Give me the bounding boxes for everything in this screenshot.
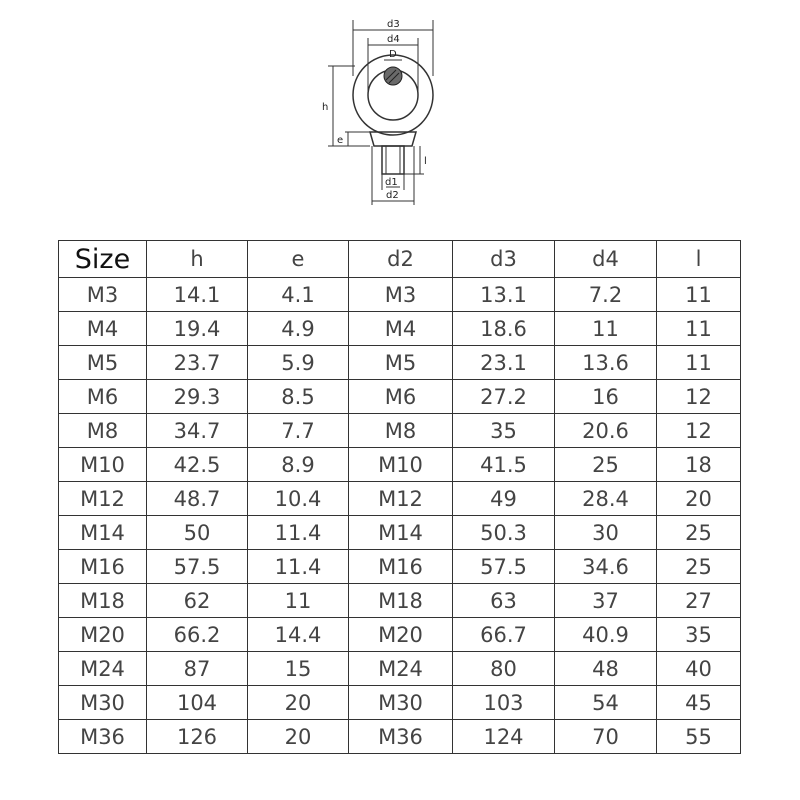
cell-d2: M16 bbox=[349, 550, 453, 584]
cell-h: 57.5 bbox=[147, 550, 248, 584]
cell-l: 20 bbox=[657, 482, 741, 516]
cell-e: 14.4 bbox=[248, 618, 349, 652]
cell-h: 19.4 bbox=[147, 312, 248, 346]
cell-size: M18 bbox=[59, 584, 147, 618]
cell-d3: 103 bbox=[453, 686, 555, 720]
label-l: l bbox=[424, 156, 427, 167]
table-row bbox=[59, 312, 741, 346]
cell-size: M14 bbox=[59, 516, 147, 550]
cell-d4: 40.9 bbox=[555, 618, 657, 652]
header-l: l bbox=[657, 241, 741, 278]
cell-d4: 7.2 bbox=[555, 278, 657, 312]
cell-e: 20 bbox=[248, 720, 349, 754]
header-size: Size bbox=[59, 241, 147, 278]
header-d2: d2 bbox=[349, 241, 453, 278]
cell-size: M20 bbox=[59, 618, 147, 652]
cell-e: 11.4 bbox=[248, 550, 349, 584]
cell-h: 48.7 bbox=[147, 482, 248, 516]
header-d4: d4 bbox=[555, 241, 657, 278]
table-header bbox=[59, 241, 741, 278]
table-row bbox=[59, 448, 741, 482]
cell-size: M36 bbox=[59, 720, 147, 754]
cell-d4: 30 bbox=[555, 516, 657, 550]
cell-d4: 20.6 bbox=[555, 414, 657, 448]
cell-l: 11 bbox=[657, 346, 741, 380]
cell-d4: 13.6 bbox=[555, 346, 657, 380]
cell-e: 10.4 bbox=[248, 482, 349, 516]
cell-d4: 28.4 bbox=[555, 482, 657, 516]
cell-d3: 41.5 bbox=[453, 448, 555, 482]
header-e: e bbox=[248, 241, 349, 278]
cell-d4: 34.6 bbox=[555, 550, 657, 584]
cell-d2: M3 bbox=[349, 278, 453, 312]
cell-d2: M24 bbox=[349, 652, 453, 686]
header-h: h bbox=[147, 241, 248, 278]
size-spec-table bbox=[58, 240, 741, 754]
cell-h: 104 bbox=[147, 686, 248, 720]
cell-d4: 25 bbox=[555, 448, 657, 482]
cell-d3: 35 bbox=[453, 414, 555, 448]
cell-e: 7.7 bbox=[248, 414, 349, 448]
cell-l: 18 bbox=[657, 448, 741, 482]
cell-d4: 54 bbox=[555, 686, 657, 720]
cell-e: 8.5 bbox=[248, 380, 349, 414]
cell-d2: M5 bbox=[349, 346, 453, 380]
cell-d3: 18.6 bbox=[453, 312, 555, 346]
cell-e: 11.4 bbox=[248, 516, 349, 550]
cell-d4: 48 bbox=[555, 652, 657, 686]
cell-e: 8.9 bbox=[248, 448, 349, 482]
cell-h: 14.1 bbox=[147, 278, 248, 312]
table-row bbox=[59, 720, 741, 754]
label-d3: d3 bbox=[387, 19, 400, 30]
cell-size: M16 bbox=[59, 550, 147, 584]
cell-h: 126 bbox=[147, 720, 248, 754]
cell-d2: M20 bbox=[349, 618, 453, 652]
cell-h: 29.3 bbox=[147, 380, 248, 414]
header-d3: d3 bbox=[453, 241, 555, 278]
cell-h: 66.2 bbox=[147, 618, 248, 652]
cell-l: 11 bbox=[657, 278, 741, 312]
table-row bbox=[59, 584, 741, 618]
cell-d3: 80 bbox=[453, 652, 555, 686]
cell-h: 62 bbox=[147, 584, 248, 618]
cell-d4: 37 bbox=[555, 584, 657, 618]
cell-d3: 50.3 bbox=[453, 516, 555, 550]
cell-size: M12 bbox=[59, 482, 147, 516]
label-e: e bbox=[337, 135, 344, 146]
table-row bbox=[59, 618, 741, 652]
cell-d4: 16 bbox=[555, 380, 657, 414]
cell-d2: M10 bbox=[349, 448, 453, 482]
eye-nut-dimension-drawing bbox=[320, 10, 450, 210]
label-d1: d1 bbox=[385, 177, 398, 188]
cell-d2: M18 bbox=[349, 584, 453, 618]
cell-l: 45 bbox=[657, 686, 741, 720]
cell-d3: 27.2 bbox=[453, 380, 555, 414]
cell-e: 20 bbox=[248, 686, 349, 720]
cell-h: 50 bbox=[147, 516, 248, 550]
cell-h: 42.5 bbox=[147, 448, 248, 482]
cell-e: 11 bbox=[248, 584, 349, 618]
cell-d4: 11 bbox=[555, 312, 657, 346]
cell-l: 11 bbox=[657, 312, 741, 346]
label-d4: d4 bbox=[387, 34, 400, 45]
cell-h: 23.7 bbox=[147, 346, 248, 380]
table-row bbox=[59, 346, 741, 380]
cell-size: M30 bbox=[59, 686, 147, 720]
cell-d3: 23.1 bbox=[453, 346, 555, 380]
cell-size: M6 bbox=[59, 380, 147, 414]
cell-size: M10 bbox=[59, 448, 147, 482]
table-row bbox=[59, 278, 741, 312]
cell-size: M24 bbox=[59, 652, 147, 686]
cell-h: 34.7 bbox=[147, 414, 248, 448]
cell-d2: M12 bbox=[349, 482, 453, 516]
cell-d3: 57.5 bbox=[453, 550, 555, 584]
cell-d3: 66.7 bbox=[453, 618, 555, 652]
label-d2: d2 bbox=[386, 190, 399, 201]
cell-d3: 124 bbox=[453, 720, 555, 754]
table-body bbox=[59, 278, 741, 754]
cell-l: 40 bbox=[657, 652, 741, 686]
cell-d2: M14 bbox=[349, 516, 453, 550]
cell-size: M4 bbox=[59, 312, 147, 346]
label-D: D bbox=[389, 49, 397, 60]
header-row bbox=[59, 241, 741, 278]
cell-d2: M30 bbox=[349, 686, 453, 720]
cell-e: 4.9 bbox=[248, 312, 349, 346]
cell-size: M5 bbox=[59, 346, 147, 380]
cell-h: 87 bbox=[147, 652, 248, 686]
table-row bbox=[59, 686, 741, 720]
label-h: h bbox=[322, 102, 329, 113]
cell-d3: 63 bbox=[453, 584, 555, 618]
cell-d3: 13.1 bbox=[453, 278, 555, 312]
table-row bbox=[59, 652, 741, 686]
table-row bbox=[59, 380, 741, 414]
cell-e: 15 bbox=[248, 652, 349, 686]
table-row bbox=[59, 550, 741, 584]
cell-l: 12 bbox=[657, 380, 741, 414]
cell-l: 27 bbox=[657, 584, 741, 618]
table-row bbox=[59, 482, 741, 516]
cell-size: M8 bbox=[59, 414, 147, 448]
cell-d2: M6 bbox=[349, 380, 453, 414]
cell-d4: 70 bbox=[555, 720, 657, 754]
table-row bbox=[59, 414, 741, 448]
cell-l: 55 bbox=[657, 720, 741, 754]
cell-e: 5.9 bbox=[248, 346, 349, 380]
table-row bbox=[59, 516, 741, 550]
cell-size: M3 bbox=[59, 278, 147, 312]
cell-l: 25 bbox=[657, 516, 741, 550]
cell-l: 25 bbox=[657, 550, 741, 584]
cell-l: 35 bbox=[657, 618, 741, 652]
cell-e: 4.1 bbox=[248, 278, 349, 312]
cell-d2: M8 bbox=[349, 414, 453, 448]
cell-d2: M4 bbox=[349, 312, 453, 346]
cell-d2: M36 bbox=[349, 720, 453, 754]
cell-d3: 49 bbox=[453, 482, 555, 516]
cell-l: 12 bbox=[657, 414, 741, 448]
